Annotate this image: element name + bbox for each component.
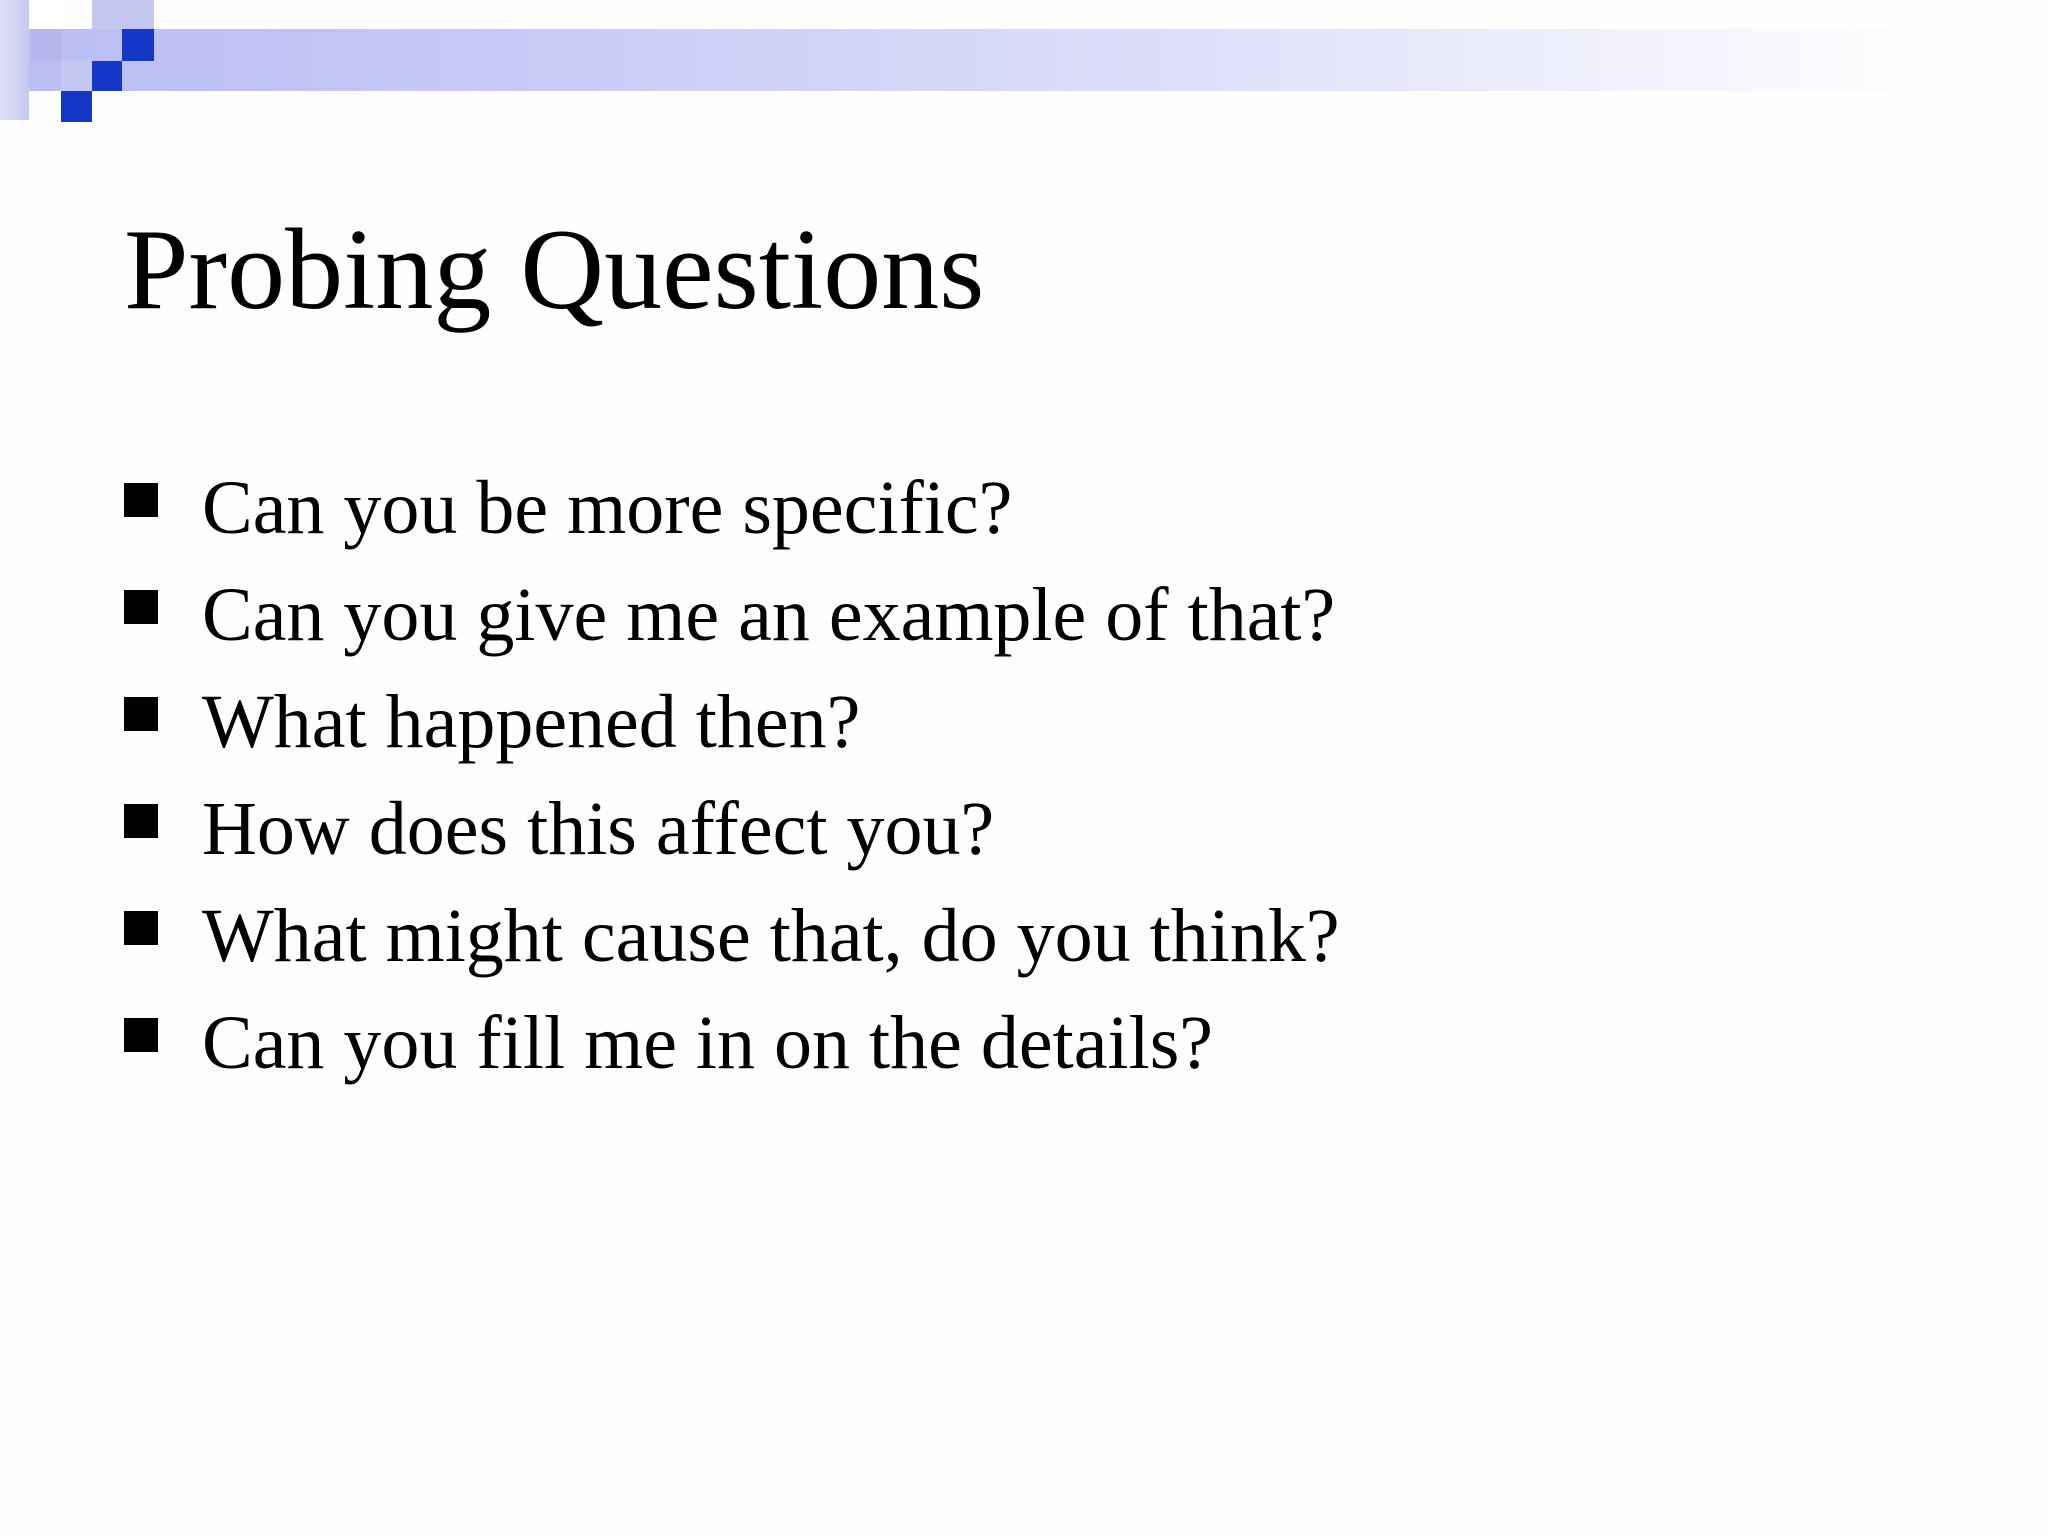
- header-decoration-square: [92, 61, 122, 91]
- header-decoration-band: [0, 29, 1920, 91]
- bullet-text: What happened then?: [202, 680, 861, 764]
- list-item: [124, 990, 1340, 1097]
- slide-title: Probing Questions: [124, 206, 985, 334]
- bullet-text: Can you give me an example of that?: [202, 573, 1336, 657]
- list-item: [124, 776, 1340, 883]
- header-decoration-square: [61, 61, 92, 91]
- list-item: [124, 562, 1340, 669]
- header-decoration-square: [61, 91, 92, 122]
- bullet-text: How does this affect you?: [202, 787, 995, 871]
- header-decoration-square: [31, 0, 60, 29]
- list-item: [124, 455, 1340, 562]
- bullet-text: What might cause that, do you think?: [202, 894, 1340, 978]
- header-decoration-square: [0, 0, 29, 120]
- square-bullet-icon: [124, 697, 158, 731]
- square-bullet-icon: [124, 911, 158, 945]
- bullet-text: Can you be more specific?: [202, 466, 1013, 550]
- list-item: [124, 883, 1340, 990]
- square-bullet-icon: [124, 590, 158, 624]
- square-bullet-icon: [124, 483, 158, 517]
- bullet-list: [124, 455, 1340, 1097]
- header-decoration-square: [122, 29, 154, 61]
- header-decoration-square: [92, 0, 154, 29]
- header-decoration-square: [31, 29, 61, 61]
- list-item: [124, 669, 1340, 776]
- square-bullet-icon: [124, 804, 158, 838]
- square-bullet-icon: [124, 1018, 158, 1052]
- bullet-text: Can you fill me in on the details?: [202, 1001, 1214, 1085]
